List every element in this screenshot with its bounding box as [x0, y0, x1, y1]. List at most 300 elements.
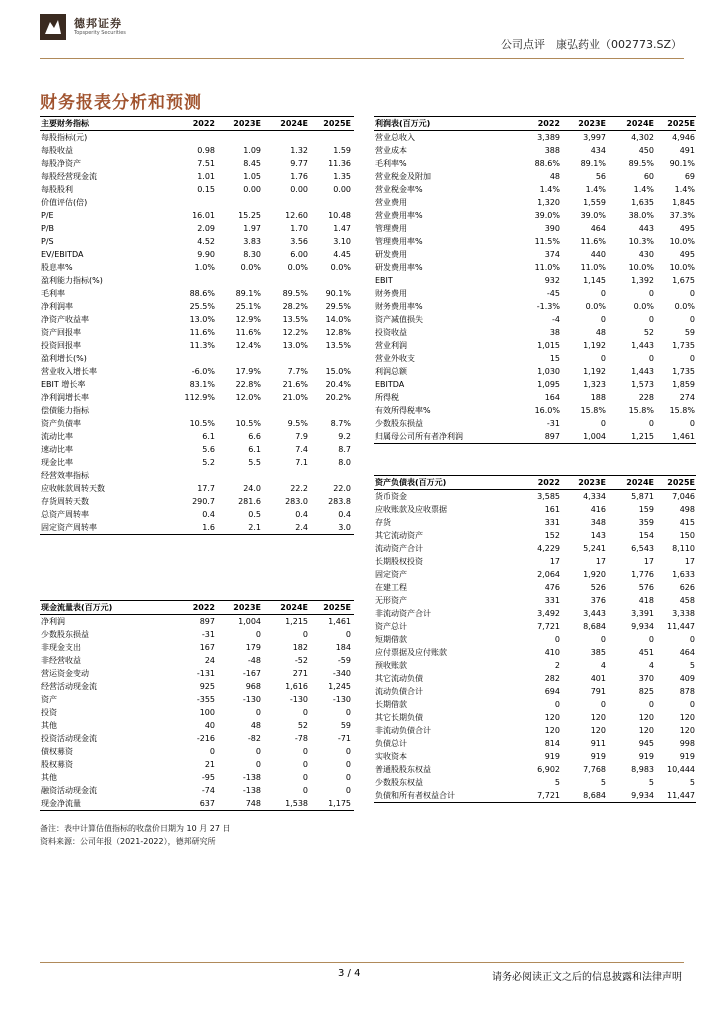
year-header: 2023E	[233, 603, 261, 612]
row-label: 营业成本	[375, 146, 407, 155]
cell-value: 450	[638, 146, 654, 155]
row-label: 应收账款及应收票据	[375, 505, 447, 514]
table-row	[374, 763, 696, 776]
cell-value: 283.8	[328, 497, 351, 506]
cell-value: 12.8%	[325, 328, 351, 337]
row-label: 投资回报率	[41, 341, 81, 350]
table-row	[40, 183, 354, 196]
cell-value: 0	[302, 708, 308, 717]
page-number: 3 / 4	[338, 968, 361, 979]
cell-value: 15.8%	[580, 406, 606, 415]
cell-value: 16.0%	[534, 406, 560, 415]
table-row	[374, 503, 696, 516]
table-row	[374, 235, 696, 248]
row-label: EBIT 增长率	[41, 380, 86, 389]
table-row	[40, 287, 354, 300]
cell-value: 694	[544, 687, 560, 696]
table-header-row	[374, 116, 696, 131]
table-row	[374, 789, 696, 803]
cell-value: 0	[689, 315, 695, 324]
table-row	[40, 719, 354, 732]
table-row	[374, 404, 696, 417]
cell-value: 59	[340, 721, 351, 730]
table-row	[374, 183, 696, 196]
row-label: 股息率%	[41, 263, 73, 272]
cell-value: 0.0%	[287, 263, 308, 272]
cell-value: 283.0	[285, 497, 308, 506]
cell-value: 7,721	[537, 791, 560, 800]
cell-value: 416	[590, 505, 606, 514]
cell-value: 968	[245, 682, 261, 691]
cell-value: 0	[600, 700, 606, 709]
cell-value: 5.2	[202, 458, 215, 467]
cell-value: 415	[679, 518, 695, 527]
cell-value: 0	[648, 635, 654, 644]
cell-value: 1,859	[672, 380, 695, 389]
row-label: 净利润增长率	[41, 393, 89, 402]
row-label: 研发费用率%	[375, 263, 423, 272]
cell-value: -4	[552, 315, 560, 324]
cell-value: 0	[689, 354, 695, 363]
row-label: 营业费用	[375, 198, 407, 207]
cell-value: 925	[199, 682, 215, 691]
cell-value: 40	[204, 721, 215, 730]
cell-value: 120	[590, 713, 606, 722]
table-row	[40, 628, 354, 641]
cell-value: 11.6%	[189, 328, 215, 337]
logo-text-en: Topsperity Securities	[74, 30, 126, 36]
cell-value: 25.1%	[235, 302, 261, 311]
cell-value: 0	[648, 354, 654, 363]
row-label: 有效所得税率%	[375, 406, 431, 415]
cell-value: 7.4	[295, 445, 308, 454]
table-row	[374, 672, 696, 685]
row-label: 营业总收入	[375, 133, 415, 142]
cell-value: 1.4%	[674, 185, 695, 194]
cell-value: 0	[648, 700, 654, 709]
table-header-row	[374, 475, 696, 490]
cell-value: 11.6%	[580, 237, 606, 246]
cell-value: -82	[247, 734, 261, 743]
cell-value: 1,192	[583, 367, 606, 376]
cell-value: 0	[255, 630, 261, 639]
cell-value: 39.0%	[534, 211, 560, 220]
row-label: 资产	[41, 695, 57, 704]
row-label: 其它长期负债	[375, 713, 423, 722]
cell-value: 1,443	[631, 367, 654, 376]
cell-value: 8.7%	[330, 419, 351, 428]
year-header: 2024E	[626, 478, 654, 487]
cell-value: 331	[544, 596, 560, 605]
cell-value: 12.9%	[235, 315, 261, 324]
cell-value: 1,616	[285, 682, 308, 691]
row-label: 财务费用率%	[375, 302, 423, 311]
cell-value: 11,447	[667, 622, 695, 631]
table-row	[40, 274, 354, 287]
cell-value: 0.0%	[585, 302, 606, 311]
table-row	[40, 615, 354, 628]
year-header: 2023E	[233, 119, 261, 128]
cell-value: 22.2	[290, 484, 308, 493]
table-row	[40, 667, 354, 680]
cell-value: 409	[679, 674, 695, 683]
row-label: 货币资金	[375, 492, 407, 501]
row-label: 净利润率	[41, 302, 73, 311]
cell-value: 11,447	[667, 791, 695, 800]
cell-value: 434	[590, 146, 606, 155]
cell-value: -31	[546, 419, 560, 428]
table-row	[40, 706, 354, 719]
cell-value: 13.5%	[325, 341, 351, 350]
cell-value: 1,192	[583, 341, 606, 350]
cell-value: 1,735	[672, 341, 695, 350]
row-label: 营业费用率%	[375, 211, 423, 220]
cell-value: 20.4%	[325, 380, 351, 389]
cell-value: 0.4	[338, 510, 351, 519]
cell-value: 1.6	[202, 523, 215, 532]
row-label: 资产回报率	[41, 328, 81, 337]
cell-value: 88.6%	[189, 289, 215, 298]
cell-value: 24.0	[243, 484, 261, 493]
table-row	[40, 378, 354, 391]
header-divider	[40, 58, 684, 59]
cell-value: 495	[679, 224, 695, 233]
cell-value: 11.3%	[189, 341, 215, 350]
cell-value: 100	[199, 708, 215, 717]
cell-value: 7.9	[295, 432, 308, 441]
cell-value: 9.5%	[287, 419, 308, 428]
cell-value: 4,946	[672, 133, 695, 142]
row-label: 每股经营现金流	[41, 172, 97, 181]
table-row	[374, 222, 696, 235]
row-label: 资产减值损失	[375, 315, 423, 324]
cell-value: 1.0%	[194, 263, 215, 272]
row-label: 总资产周转率	[41, 510, 89, 519]
cell-value: 6.00	[290, 250, 308, 259]
cash-flow-table	[40, 600, 354, 811]
cell-value: 3,443	[583, 609, 606, 618]
cell-value: 401	[590, 674, 606, 683]
table-row	[40, 771, 354, 784]
row-label: 应付票据及应付账款	[375, 648, 447, 657]
cell-value: 0	[302, 630, 308, 639]
footer-divider	[40, 962, 684, 963]
cell-value: 28.2%	[282, 302, 308, 311]
cell-value: 150	[679, 531, 695, 540]
row-label: 每股股利	[41, 185, 73, 194]
cell-value: 814	[544, 739, 560, 748]
cell-value: 9.2	[338, 432, 351, 441]
row-label: 固定资产	[375, 570, 407, 579]
cell-value: 458	[679, 596, 695, 605]
cell-value: 17	[643, 557, 654, 566]
cell-value: 0	[302, 786, 308, 795]
company-logo	[40, 14, 150, 42]
row-label: 负债和所有者权益合计	[375, 791, 455, 800]
table-row	[40, 170, 354, 183]
cell-value: 15.0%	[325, 367, 351, 376]
cell-value: 4.52	[197, 237, 215, 246]
cell-value: 16.01	[192, 211, 215, 220]
cell-value: 2,064	[537, 570, 560, 579]
table-row	[40, 222, 354, 235]
cell-value: 184	[335, 643, 351, 652]
cell-value: 932	[544, 276, 560, 285]
cell-value: 440	[590, 250, 606, 259]
cell-value: 526	[590, 583, 606, 592]
row-label: 经营效率指标	[41, 471, 89, 480]
cell-value: 0.00	[243, 185, 261, 194]
table-row	[40, 391, 354, 404]
row-label: 净利润	[41, 617, 65, 626]
cell-value: 0	[600, 289, 606, 298]
cell-value: 2	[554, 661, 560, 670]
table-row	[40, 144, 354, 157]
cell-value: 1.05	[243, 172, 261, 181]
table-row	[40, 365, 354, 378]
cell-value: 1.35	[333, 172, 351, 181]
cell-value: 0.98	[197, 146, 215, 155]
cell-value: -6.0%	[191, 367, 215, 376]
table-row	[374, 659, 696, 672]
cell-value: 1.01	[197, 172, 215, 181]
cell-value: 89.1%	[235, 289, 261, 298]
table-row	[40, 495, 354, 508]
cell-value: 0	[689, 700, 695, 709]
cell-value: 1,320	[537, 198, 560, 207]
cell-value: 0	[302, 760, 308, 769]
cell-value: 8.45	[243, 159, 261, 168]
cell-value: 271	[292, 669, 308, 678]
row-label: 少数股东损益	[375, 419, 423, 428]
cell-value: 0	[689, 419, 695, 428]
table-row	[40, 654, 354, 667]
cell-value: 2.4	[295, 523, 308, 532]
row-label: 营业税金及附加	[375, 172, 431, 181]
cell-value: 385	[590, 648, 606, 657]
cell-value: 12.0%	[235, 393, 261, 402]
cell-value: 1,633	[672, 570, 695, 579]
cell-value: 69	[684, 172, 695, 181]
cell-value: 0	[689, 635, 695, 644]
cell-value: 374	[544, 250, 560, 259]
cell-value: 348	[590, 518, 606, 527]
cell-value: 9,934	[631, 622, 654, 631]
cell-value: 5.5	[248, 458, 261, 467]
row-label: 存货周转天数	[41, 497, 89, 506]
table-row	[374, 326, 696, 339]
cell-value: 282	[544, 674, 560, 683]
cell-value: 8.0	[338, 458, 351, 467]
cell-value: 1,573	[631, 380, 654, 389]
cell-value: 7.7%	[287, 367, 308, 376]
row-label: 少数股东损益	[41, 630, 89, 639]
cell-value: -130	[332, 695, 351, 704]
cell-value: 0.4	[295, 510, 308, 519]
cell-value: 228	[638, 393, 654, 402]
table-row	[374, 698, 696, 711]
row-label: 研发费用	[375, 250, 407, 259]
row-label: P/B	[41, 224, 55, 233]
cell-value: 1,735	[672, 367, 695, 376]
row-label: 毛利率	[41, 289, 65, 298]
cell-value: 4,334	[583, 492, 606, 501]
table-row	[40, 732, 354, 745]
cell-value: 443	[638, 224, 654, 233]
year-header: 2025E	[667, 119, 695, 128]
cell-value: 791	[590, 687, 606, 696]
cell-value: 12.2%	[282, 328, 308, 337]
row-label: 非流动负债合计	[375, 726, 431, 735]
cell-value: -74	[201, 786, 215, 795]
cell-value: 6,543	[631, 544, 654, 553]
row-label: 存货	[375, 518, 391, 527]
cell-value: 464	[590, 224, 606, 233]
cell-value: 1.4%	[633, 185, 654, 194]
row-label: 每股指标(元)	[41, 133, 88, 142]
year-header: 2023E	[578, 478, 606, 487]
cell-value: 1,635	[631, 198, 654, 207]
cell-value: 161	[544, 505, 560, 514]
cell-value: 0	[600, 354, 606, 363]
cell-value: 897	[544, 432, 560, 441]
cell-value: -138	[242, 773, 261, 782]
cell-value: 0	[554, 700, 560, 709]
cell-value: 188	[590, 393, 606, 402]
table-row	[40, 300, 354, 313]
cell-value: 164	[544, 393, 560, 402]
row-label: EV/EBITDA	[41, 250, 84, 259]
cell-value: 376	[590, 596, 606, 605]
cell-value: 11.0%	[580, 263, 606, 272]
row-label: 负债总计	[375, 739, 407, 748]
cell-value: 0	[302, 747, 308, 756]
cell-value: 1.97	[243, 224, 261, 233]
balance-sheet-table	[374, 475, 696, 803]
row-label: 速动比率	[41, 445, 73, 454]
cell-value: 0	[600, 635, 606, 644]
cell-value: 48	[549, 172, 560, 181]
cell-value: 12.60	[285, 211, 308, 220]
row-label: 管理费用	[375, 224, 407, 233]
cell-value: 1,559	[583, 198, 606, 207]
row-label: 盈利增长(%)	[41, 354, 87, 363]
row-label: P/S	[41, 237, 54, 246]
cell-value: 22.0	[333, 484, 351, 493]
cell-value: 17	[549, 557, 560, 566]
cell-value: 418	[638, 596, 654, 605]
row-label: 偿债能力指标	[41, 406, 89, 415]
cell-value: 17.7	[197, 484, 215, 493]
cell-value: 24	[204, 656, 215, 665]
cell-value: 8,983	[631, 765, 654, 774]
cell-value: 29.5%	[325, 302, 351, 311]
table-row	[374, 646, 696, 659]
cell-value: 0	[255, 708, 261, 717]
table-row	[40, 758, 354, 771]
cell-value: 60	[643, 172, 654, 181]
table-row	[374, 750, 696, 763]
cell-value: 2.09	[197, 224, 215, 233]
table-row	[374, 300, 696, 313]
row-label: 所得税	[375, 393, 399, 402]
row-label: 非现金支出	[41, 643, 81, 652]
row-label: 投资收益	[375, 328, 407, 337]
cell-value: 0.0%	[330, 263, 351, 272]
cell-value: 0	[345, 773, 351, 782]
cell-value: -216	[196, 734, 215, 743]
cell-value: -48	[247, 656, 261, 665]
cell-value: 0	[209, 747, 215, 756]
row-label: 现金净流量	[41, 799, 81, 808]
cell-value: 120	[679, 713, 695, 722]
cell-value: -31	[201, 630, 215, 639]
cell-value: 359	[638, 518, 654, 527]
cell-value: 8.30	[243, 250, 261, 259]
cell-value: 0	[345, 760, 351, 769]
year-header: 2024E	[626, 119, 654, 128]
row-label: 营业利润	[375, 341, 407, 350]
cell-value: 1,323	[583, 380, 606, 389]
cell-value: 1,461	[328, 617, 351, 626]
cell-value: 13.0%	[282, 341, 308, 350]
table-row	[374, 261, 696, 274]
cell-value: 39.0%	[580, 211, 606, 220]
table-notes	[40, 822, 231, 848]
cell-value: 4	[648, 661, 654, 670]
row-label: 毛利率%	[375, 159, 407, 168]
table-row	[40, 797, 354, 811]
row-label: EBIT	[375, 276, 393, 285]
logo-text-cn: 德邦证券	[74, 17, 122, 30]
row-label: 长期股权投资	[375, 557, 423, 566]
year-header: 2025E	[667, 478, 695, 487]
year-header: 2024E	[280, 119, 308, 128]
cell-value: 0	[689, 289, 695, 298]
cell-value: -45	[546, 289, 560, 298]
cell-value: 1.76	[290, 172, 308, 181]
table-row	[40, 443, 354, 456]
table-row	[374, 378, 696, 391]
year-header: 2022	[192, 119, 215, 128]
cell-value: 0.5	[248, 510, 261, 519]
table-title: 现金流量表(百万元)	[41, 603, 113, 612]
cell-value: 491	[679, 146, 695, 155]
row-label: 价值评估(倍)	[41, 198, 88, 207]
cell-value: 5	[689, 778, 695, 787]
table-row	[374, 157, 696, 170]
cell-value: 1,845	[672, 198, 695, 207]
row-label: 营业外收支	[375, 354, 415, 363]
table-row	[40, 508, 354, 521]
table-row	[40, 456, 354, 469]
table-row	[40, 784, 354, 797]
cell-value: 13.5%	[282, 315, 308, 324]
table-row	[374, 131, 696, 144]
cell-value: 7,721	[537, 622, 560, 631]
cell-value: 8.7	[338, 445, 351, 454]
cell-value: 10.5%	[235, 419, 261, 428]
cell-value: 410	[544, 648, 560, 657]
cell-value: -355	[196, 695, 215, 704]
cell-value: 52	[643, 328, 654, 337]
section-title: 财务报表分析和预测	[40, 93, 202, 113]
cell-value: 17	[595, 557, 606, 566]
cell-value: 7.1	[295, 458, 308, 467]
row-label: 长期借款	[375, 700, 407, 709]
row-label: 营业收入增长率	[41, 367, 97, 376]
row-label: 每股收益	[41, 146, 73, 155]
